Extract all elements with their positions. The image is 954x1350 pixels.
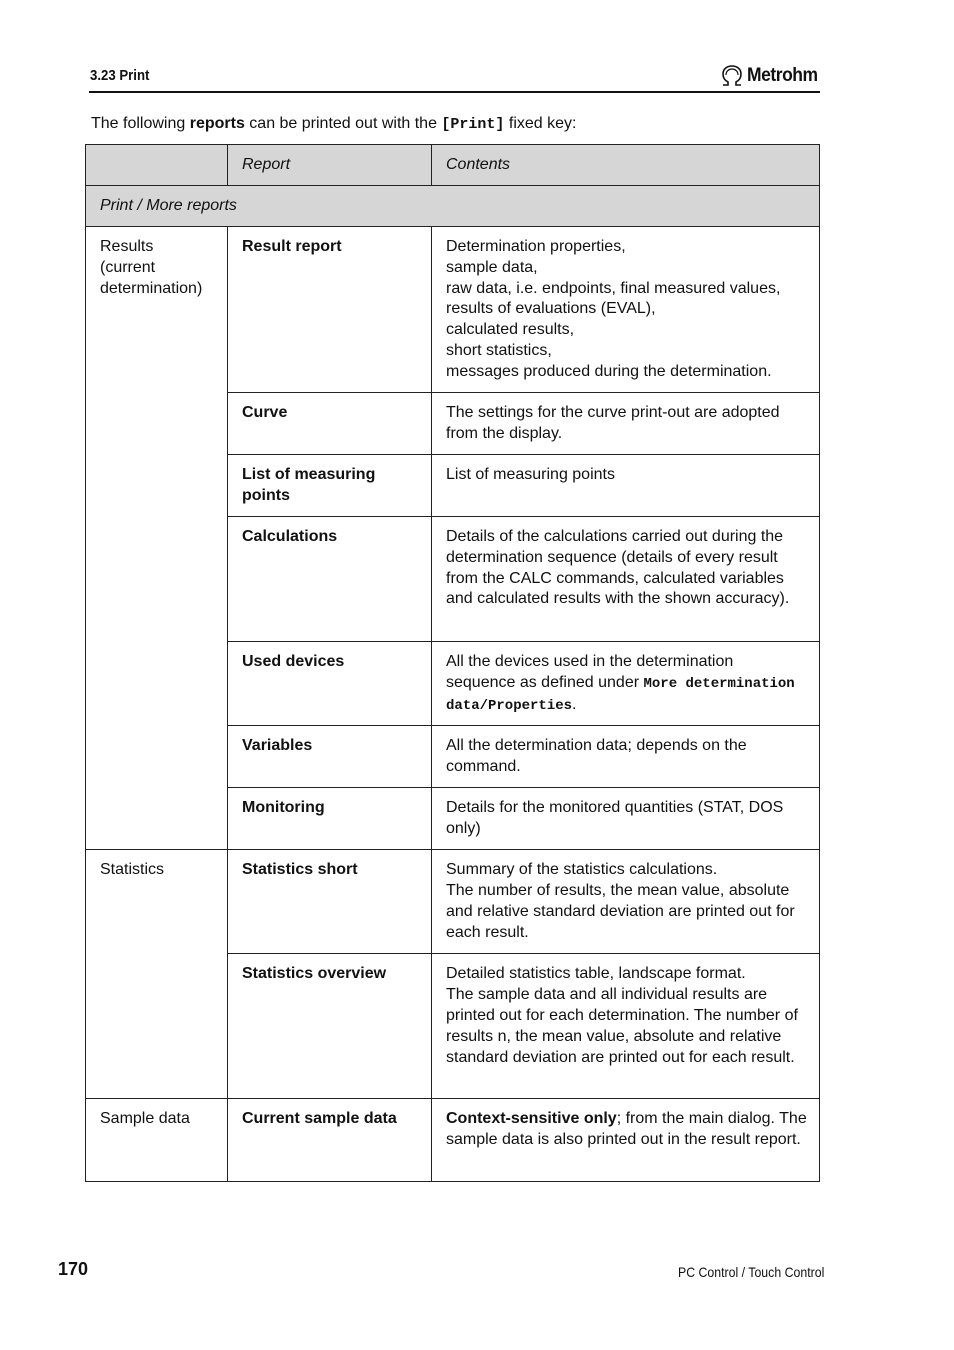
column-header: Report	[228, 145, 432, 186]
menu-path-label: More determination data/Properties	[446, 675, 795, 714]
report-contents	[432, 954, 820, 1099]
metrohm-omega-icon	[720, 65, 744, 87]
report-name: Current sample data	[228, 1099, 432, 1182]
contents-line: messages produced during the determination.	[446, 362, 772, 380]
section-title: 3.23 Print	[90, 67, 150, 84]
contents-text: ; from the main dialog. The sample data is also printed out in the result report.	[446, 1110, 807, 1149]
category-cell: Statistics	[86, 850, 228, 1099]
contents-bold-text: Context-sensitive only	[446, 1110, 617, 1128]
report-name: Variables	[228, 726, 432, 788]
band-label: Print / More reports	[86, 186, 820, 227]
report-contents: Details for the monitored quantities (STAT, DOS only)	[432, 788, 820, 850]
contents-text: .	[572, 695, 577, 713]
brand-logo	[720, 64, 824, 88]
category-label: (current	[100, 258, 156, 276]
report-contents: List of measuring points	[432, 455, 820, 517]
print-key-label: [Print]	[441, 116, 505, 133]
report-contents: All the determination data; depends on the command.	[432, 726, 820, 788]
intro-bold-term: reports	[189, 115, 245, 132]
contents-text: All the devices used in the determination sequence as defined under	[446, 653, 734, 691]
category-cell: Sample data	[86, 1099, 228, 1182]
contents-line: The sample data and all individual results are printed out for each determination. The number of results n, the mean value, absolute and relative standard deviation are printed out for each result.	[446, 986, 798, 1066]
page-number: 170	[58, 1259, 89, 1279]
report-contents	[432, 642, 820, 726]
report-name: Monitoring	[228, 788, 432, 850]
report-contents	[432, 850, 820, 954]
contents-line: Detailed statistics table, landscape format.	[446, 965, 746, 983]
category-label: determination)	[100, 279, 203, 297]
reports-table	[85, 144, 820, 1182]
contents-line: sample data,	[446, 258, 538, 276]
report-name: Statistics short	[228, 850, 432, 954]
report-name: Curve	[228, 393, 432, 455]
report-name: Result report	[228, 227, 432, 393]
report-contents: Details of the calculations carried out during the determination sequence (details of every result from the CALC commands, calculated variables and calculated results with the shown accuracy).	[432, 517, 820, 642]
column-header	[86, 145, 228, 186]
report-name: Statistics overview	[228, 954, 432, 1099]
contents-line: Determination properties,	[446, 238, 626, 255]
footer-title: PC Control / Touch Control	[678, 1264, 825, 1280]
contents-line: short statistics,	[446, 341, 552, 359]
report-name: Used devices	[228, 642, 432, 726]
report-contents	[432, 1099, 820, 1182]
report-contents	[432, 227, 820, 393]
contents-line: Summary of the statistics calculations.	[446, 861, 718, 879]
category-label: Results	[100, 238, 154, 255]
table-row	[86, 227, 820, 393]
header-divider	[89, 91, 820, 93]
intro-paragraph	[91, 114, 576, 135]
intro-text: fixed key:	[504, 115, 577, 132]
logo-wordmark: Metrohm	[747, 65, 818, 86]
intro-text: can be printed out with the	[244, 115, 442, 132]
table-header-row	[86, 145, 820, 186]
report-name: List of measuring points	[228, 455, 432, 517]
table-band-row	[86, 186, 820, 227]
contents-line: raw data, i.e. endpoints, final measured values, results of evaluations (EVAL),	[446, 279, 781, 318]
category-cell	[86, 227, 228, 850]
table-row	[86, 1099, 820, 1182]
contents-line: The number of results, the mean value, absolute and relative standard deviation are printed out for each result.	[446, 882, 795, 941]
report-contents: The settings for the curve print-out are adopted from the display.	[432, 393, 820, 455]
table-row	[86, 850, 820, 954]
column-header: Contents	[432, 145, 820, 186]
contents-line: calculated results,	[446, 321, 575, 339]
intro-text: The following	[91, 115, 190, 132]
report-name: Calculations	[228, 517, 432, 642]
